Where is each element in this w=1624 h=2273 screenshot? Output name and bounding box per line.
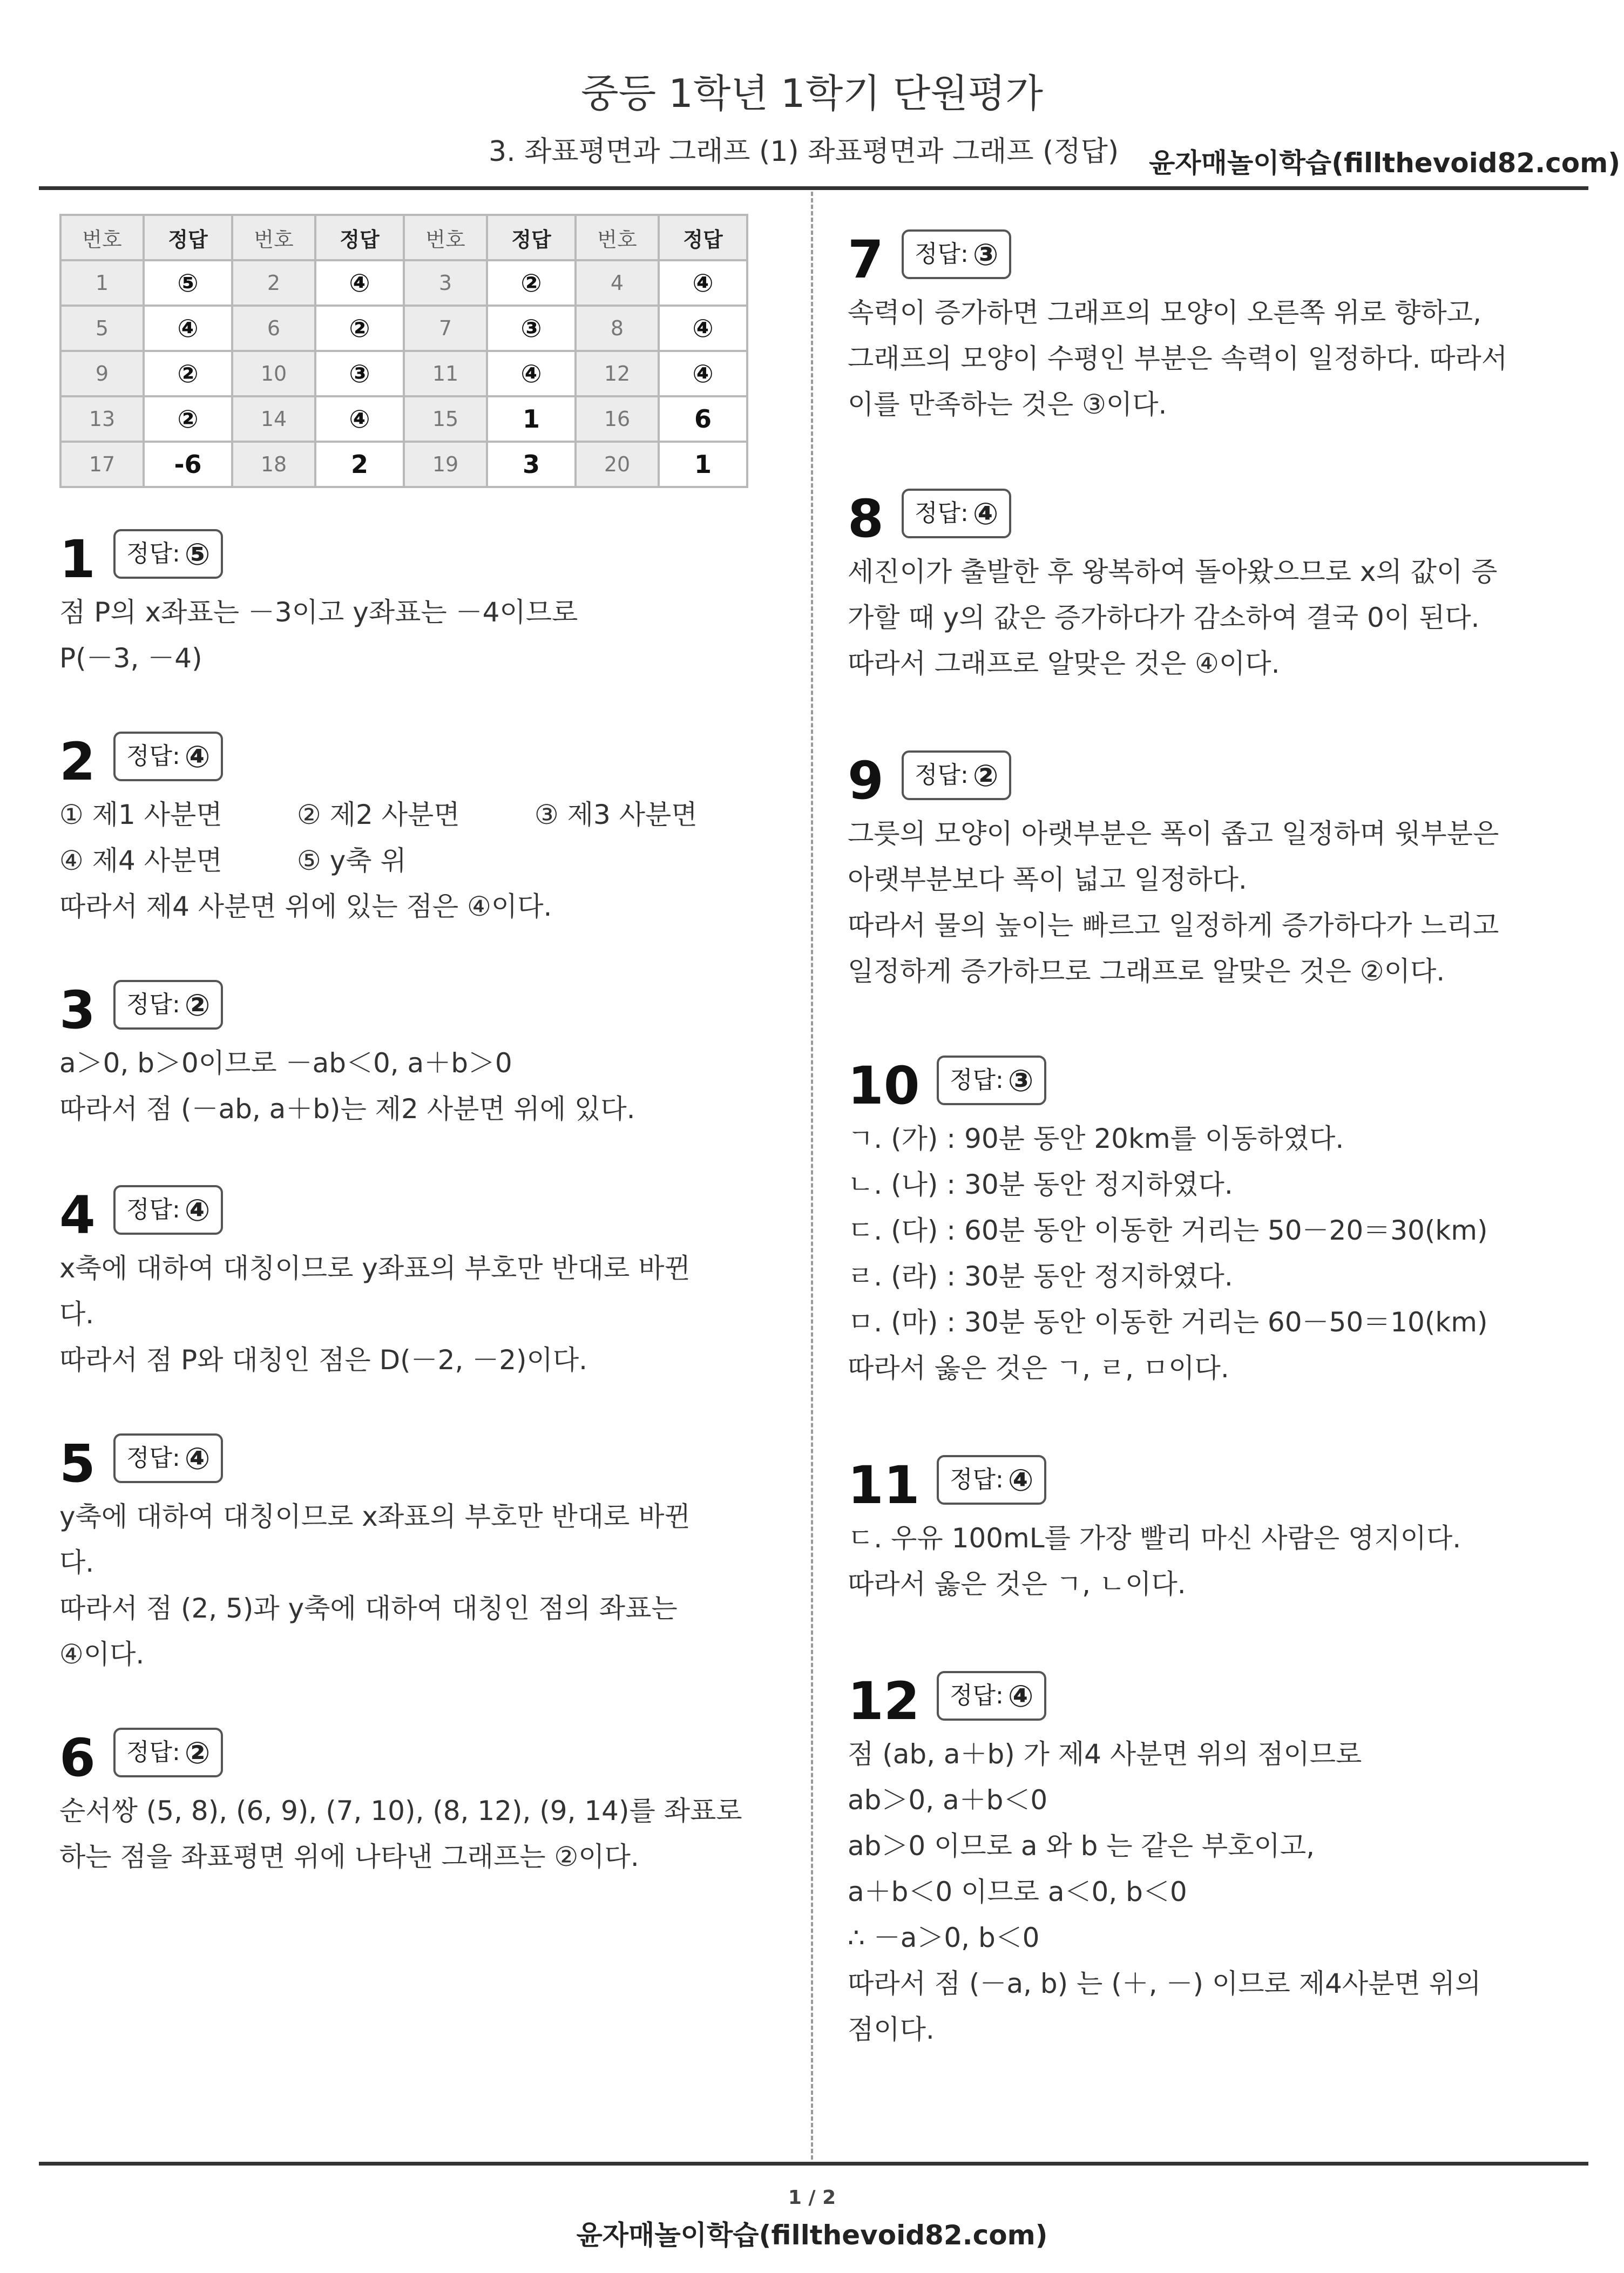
- answer-table-number-cell: 4: [576, 260, 659, 306]
- answer-table-number-cell: 7: [404, 306, 487, 351]
- answer-badge-value: ②: [972, 759, 999, 794]
- solution-line: y축에 대하여 대칭이므로 x좌표의 부호만 반대로 바뀐: [59, 1501, 691, 1532]
- solution-line: ab＞0 이므로 a 와 b 는 같은 부호이고,: [848, 1830, 1315, 1862]
- answer-table-header-number: 번호: [232, 215, 315, 260]
- answer-table-answer-cell: ②: [144, 396, 232, 442]
- answer-table-header-number: 번호: [576, 215, 659, 260]
- question-block: [59, 1728, 742, 1880]
- question-number: 7: [848, 229, 884, 290]
- brand-header: 윤자매놀이학습(fillthevoid82.com): [1149, 147, 1621, 179]
- answer-table-header-answer: 정답: [487, 215, 576, 260]
- answer-table-answer-cell: ④: [659, 260, 747, 306]
- answer-badge-value: ②: [184, 1736, 211, 1771]
- answer-badge-value: ②: [184, 988, 211, 1023]
- question-number: 1: [59, 529, 96, 590]
- question-header: [59, 529, 578, 590]
- solution-line: ㄷ. 우유 100mL를 가장 빨리 마신 사람은 영지이다.: [848, 1523, 1461, 1554]
- answer-table-header-row: [60, 215, 747, 260]
- answer-badge-label: 정답:: [950, 1066, 1004, 1094]
- question-number: 6: [59, 1728, 96, 1788]
- answer-table-number-cell: 17: [60, 442, 144, 487]
- answer-badge-label: 정답:: [126, 1444, 180, 1472]
- solution-line: 일정하게 증가하므로 그래프로 알맞은 것은 ②이다.: [848, 956, 1445, 987]
- answer-badge: [937, 1455, 1046, 1505]
- solution-line: 그래프의 모양이 수평인 부분은 속력이 일정하다. 따라서: [848, 343, 1508, 374]
- answer-table-number-cell: 18: [232, 442, 315, 487]
- solution-line: 따라서 옳은 것은 ㄱ, ㄴ이다.: [848, 1568, 1186, 1600]
- answer-table-header-answer: 정답: [659, 215, 747, 260]
- solution-line: 속력이 증가하면 그래프의 모양이 오른쪽 위로 향하고,: [848, 297, 1481, 328]
- answer-badge-value: ③: [1007, 1064, 1034, 1099]
- answer-table-header-answer: 정답: [315, 215, 404, 260]
- answer-table-answer-cell: 1: [659, 442, 747, 487]
- quadrant-option: ① 제1 사분면: [59, 799, 222, 830]
- answer-badge: [937, 1056, 1046, 1105]
- answer-table-number-cell: 13: [60, 396, 144, 442]
- solution-line: 점 (ab, a＋b) 가 제4 사분면 위의 점이므로: [848, 1738, 1362, 1770]
- solution-line: ④이다.: [59, 1639, 145, 1670]
- answer-badge-label: 정답:: [126, 1196, 180, 1223]
- solution-line: 따라서 옳은 것은 ㄱ, ㄹ, ㅁ이다.: [848, 1352, 1229, 1384]
- answer-badge: [113, 1433, 223, 1483]
- answer-badge-label: 정답:: [126, 540, 180, 567]
- question-header: [59, 1433, 691, 1494]
- solution-line: 다.: [59, 1298, 94, 1330]
- quadrant-option-row: [59, 838, 772, 884]
- answer-badge: [113, 980, 223, 1030]
- answer-table-row: [60, 442, 747, 487]
- answer-table-answer-cell: ③: [487, 306, 576, 351]
- question-header: [848, 1671, 1481, 1731]
- question-block: [848, 229, 1507, 428]
- answer-badge-value: ④: [1007, 1679, 1034, 1714]
- answer-badge-label: 정답:: [126, 1738, 180, 1766]
- answer-table-number-cell: 5: [60, 306, 144, 351]
- answer-table-number-cell: 16: [576, 396, 659, 442]
- solution-line: 순서쌍 (5, 8), (6, 9), (7, 10), (8, 12), (9, 14)를 좌표로: [59, 1795, 742, 1826]
- answer-badge-value: ④: [184, 1442, 211, 1477]
- question-number: 5: [59, 1433, 96, 1494]
- answer-table-answer-cell: ⑤: [144, 260, 232, 306]
- solution-line: ㄱ. (가) : 90분 동안 20km를 이동하였다.: [848, 1123, 1344, 1154]
- answer-badge-value: ④: [184, 740, 211, 775]
- question-number: 3: [59, 980, 96, 1040]
- solution-line: 점이다.: [848, 2014, 935, 2045]
- answer-table-number-cell: 10: [232, 351, 315, 396]
- question-block: [848, 1671, 1481, 2053]
- answer-table-number-cell: 12: [576, 351, 659, 396]
- solution-line: ㄴ. (나) : 30분 동안 정지하였다.: [848, 1169, 1233, 1200]
- column-divider: [811, 192, 813, 2160]
- page-subtitle: 3. 좌표평면과 그래프 (1) 좌표평면과 그래프 (정답): [489, 136, 1119, 168]
- question-header: [848, 489, 1497, 549]
- answer-badge: [113, 1728, 223, 1777]
- answer-table-answer-cell: ②: [315, 306, 404, 351]
- answer-badge-label: 정답:: [915, 499, 969, 527]
- answer-table-row: [60, 351, 747, 396]
- solution-line: 점 P의 x좌표는 －3이고 y좌표는 －4이므로: [59, 597, 578, 628]
- question-block: [59, 980, 635, 1132]
- question-header: [848, 1056, 1487, 1116]
- answer-table-number-cell: 1: [60, 260, 144, 306]
- answer-table-header-answer: 정답: [144, 215, 232, 260]
- question-number: 12: [848, 1671, 920, 1731]
- solution-line: ㄷ. (다) : 60분 동안 이동한 거리는 50－20＝30(km): [848, 1215, 1488, 1246]
- quadrant-option: ⑤ y축 위: [297, 845, 407, 876]
- answer-table-answer-cell: ③: [315, 351, 404, 396]
- question-number: 4: [59, 1185, 96, 1246]
- answer-table-header-number: 번호: [404, 215, 487, 260]
- answer-table-answer-cell: 3: [487, 442, 576, 487]
- page-number: 1 / 2: [788, 2187, 836, 2209]
- solution-line: 따라서 그래프로 알맞은 것은 ④이다.: [848, 648, 1280, 679]
- header-divider: [39, 186, 1588, 190]
- solution-line: 하는 점을 좌표평면 위에 나타낸 그래프는 ②이다.: [59, 1841, 639, 1872]
- answer-badge-label: 정답:: [915, 240, 969, 268]
- solution-line: ㅁ. (마) : 30분 동안 이동한 거리는 60－50＝10(km): [848, 1307, 1488, 1338]
- answer-badge: [902, 489, 1011, 538]
- question-block: [59, 1185, 691, 1383]
- answer-table-number-cell: 2: [232, 260, 315, 306]
- answer-badge-value: ③: [972, 238, 999, 273]
- question-number: 10: [848, 1056, 920, 1116]
- question-header: [848, 750, 1499, 811]
- answer-table-number-cell: 9: [60, 351, 144, 396]
- answer-table-row: [60, 306, 747, 351]
- solution-line: 가할 때 y의 값은 증가하다가 감소하여 결국 0이 된다.: [848, 602, 1480, 633]
- answer-table-answer-cell: ④: [487, 351, 576, 396]
- question-number: 2: [59, 732, 96, 792]
- solution-line: 그릇의 모양이 아랫부분은 폭이 좁고 일정하며 윗부분은: [848, 818, 1499, 849]
- answer-table-number-cell: 14: [232, 396, 315, 442]
- question-header: [848, 229, 1507, 290]
- answer-table-row: [60, 396, 747, 442]
- solution-line: 따라서 점 (2, 5)과 y축에 대하여 대칭인 점의 좌표는: [59, 1593, 678, 1624]
- question-header: [848, 1455, 1461, 1516]
- answer-table-answer-cell: ④: [315, 396, 404, 442]
- solution-line: 따라서 점 (－a, b) 는 (＋, －) 이므로 제4사분면 위의: [848, 1968, 1481, 1999]
- answer-table-number-cell: 19: [404, 442, 487, 487]
- answer-table-number-cell: 15: [404, 396, 487, 442]
- answer-table-answer-cell: ④: [144, 306, 232, 351]
- solution-line: P(－3, －4): [59, 642, 202, 674]
- question-block: [848, 489, 1497, 687]
- solution-line: a＞0, b＞0이므로 －ab＜0, a＋b＞0: [59, 1047, 512, 1079]
- solution-line: 다.: [59, 1547, 94, 1578]
- question-header: [59, 1185, 691, 1246]
- brand-footer: 윤자매놀이학습(fillthevoid82.com): [576, 2220, 1048, 2251]
- answer-table-answer-cell: ②: [144, 351, 232, 396]
- answer-table-answer-cell: ④: [659, 351, 747, 396]
- question-block: [59, 732, 772, 930]
- answer-table-number-cell: 6: [232, 306, 315, 351]
- quadrant-option: ② 제2 사분면: [297, 799, 460, 830]
- answer-table-answer-cell: ④: [315, 260, 404, 306]
- footer-divider: [39, 2162, 1588, 2166]
- answer-badge-value: ④: [184, 1193, 211, 1228]
- solution-line: 따라서 점 P와 대칭인 점은 D(－2, －2)이다.: [59, 1344, 588, 1376]
- solution-line: ㄹ. (라) : 30분 동안 정지하였다.: [848, 1261, 1233, 1292]
- answer-table-answer-cell: -6: [144, 442, 232, 487]
- question-block: [848, 1056, 1487, 1391]
- answer-table-number-cell: 20: [576, 442, 659, 487]
- answer-table-number-cell: 8: [576, 306, 659, 351]
- question-block: [59, 529, 578, 681]
- solution-line: a＋b＜0 이므로 a＜0, b＜0: [848, 1876, 1187, 1907]
- solution-line: ab＞0, a＋b＜0: [848, 1784, 1048, 1816]
- quadrant-option: ④ 제4 사분면: [59, 845, 222, 876]
- question-header: [59, 732, 772, 792]
- answer-table-answer-cell: 2: [315, 442, 404, 487]
- answer-table-answer-cell: 1: [487, 396, 576, 442]
- answer-badge-value: ④: [1007, 1463, 1034, 1498]
- answer-badge: [937, 1671, 1046, 1721]
- answer-table-answer-cell: ②: [487, 260, 576, 306]
- answer-badge-value: ④: [972, 497, 999, 532]
- answer-badge: [902, 229, 1011, 279]
- answer-table-body: [60, 260, 747, 487]
- answer-badge-label: 정답:: [950, 1682, 1004, 1709]
- solution-line: 이를 만족하는 것은 ③이다.: [848, 389, 1167, 420]
- solution-line: x축에 대하여 대칭이므로 y좌표의 부호만 반대로 바뀐: [59, 1253, 691, 1284]
- answer-summary-table: [59, 214, 748, 488]
- answer-badge-value: ⑤: [184, 537, 211, 572]
- quadrant-option: ③ 제3 사분면: [534, 799, 698, 830]
- answer-table-answer-cell: ④: [659, 306, 747, 351]
- answer-badge-label: 정답:: [950, 1466, 1004, 1493]
- question-number: 9: [848, 750, 884, 811]
- question-header: [59, 980, 635, 1040]
- answer-badge: [902, 750, 1011, 800]
- answer-table-number-cell: 3: [404, 260, 487, 306]
- question-number: 11: [848, 1455, 920, 1516]
- question-header: [59, 1728, 742, 1788]
- solution-line: 세진이가 출발한 후 왕복하여 돌아왔으므로 x의 값이 증: [848, 556, 1498, 587]
- page-title: 중등 1학년 1학기 단원평가: [581, 71, 1043, 116]
- answer-table-number-cell: 11: [404, 351, 487, 396]
- answer-badge-label: 정답:: [126, 742, 180, 770]
- answer-badge: [113, 1185, 223, 1235]
- answer-badge-label: 정답:: [915, 761, 969, 789]
- question-block: [848, 750, 1499, 995]
- question-block: [59, 1433, 691, 1677]
- answer-table-answer-cell: 6: [659, 396, 747, 442]
- solution-line: ∴ －a＞0, b＜0: [848, 1922, 1040, 1953]
- quadrant-option-row: [59, 792, 772, 838]
- solution-line: 따라서 제4 사분면 위에 있는 점은 ④이다.: [59, 891, 552, 922]
- answer-badge: [113, 529, 223, 579]
- answer-badge: [113, 732, 223, 781]
- solution-line: 아랫부분보다 폭이 넓고 일정하다.: [848, 864, 1247, 895]
- question-block: [848, 1455, 1461, 1607]
- solution-line: 따라서 물의 높이는 빠르고 일정하게 증가하다가 느리고: [848, 910, 1499, 941]
- answer-table-row: [60, 260, 747, 306]
- answer-table-header-number: 번호: [60, 215, 144, 260]
- question-number: 8: [848, 489, 884, 549]
- solution-line: 따라서 점 (－ab, a＋b)는 제2 사분면 위에 있다.: [59, 1093, 635, 1125]
- answer-badge-label: 정답:: [126, 991, 180, 1018]
